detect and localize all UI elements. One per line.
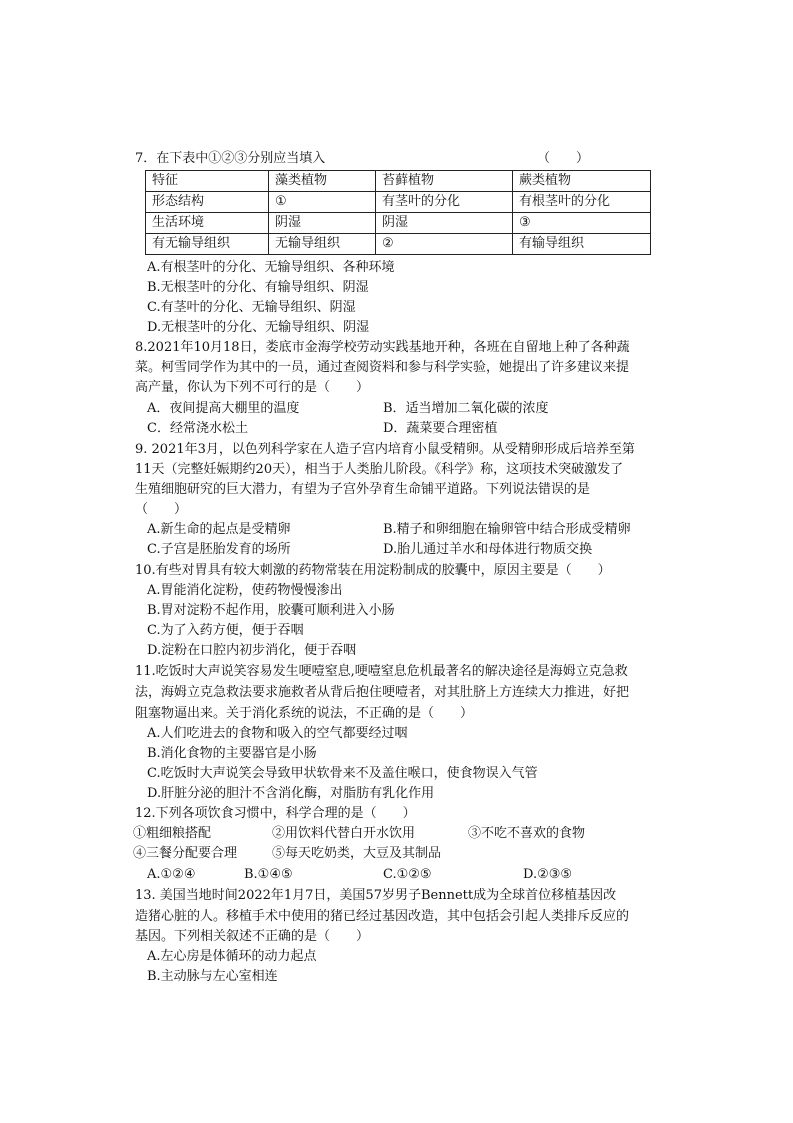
q9-option-d: D.胎儿通过羊水和母体进行物质交换 [383,542,593,557]
q12-item-1: ①粗细粮搭配 [133,826,212,841]
q13-option-b: B.主动脉与左心室相连 [147,969,278,984]
q13-stem-line: 13. 美国当地时间2022年1月7日，美国57岁男子Bennett成为全球首位移植基因改 [135,888,617,903]
q12-item-4: ④三餐分配要合理 [133,846,238,861]
table-row [146,234,651,255]
q10-option-d: D.淀粉在口腔内初步消化，便于吞咽 [147,643,357,658]
q13-option-a: A.左心房是体循环的动力起点 [147,949,317,964]
table-cell: 蕨类植物 [513,171,651,192]
q7-stem: 7．在下表中①②③分别应当填入 [135,151,326,166]
q8-stem-line: 8.2021年10月18日，娄底市金海学校劳动实践基地开种，各班在自留地上种了各种蔬 [135,340,630,355]
q9-stem-line: 9. 2021年3月，以色列科学家在人造子宫内培育小鼠受精卵。从受精卵形成后培养至第 [135,442,635,457]
table-cell: 阴湿 [269,213,376,234]
q10-option-b: B.胃对淀粉不起作用，胶囊可顺利进入小肠 [147,603,395,618]
q11-option-a: A.人们吃进去的食物和吸入的空气都要经过咽 [147,726,408,741]
table-cell: 有茎叶的分化 [376,192,513,213]
q9-stem-line: 11天（完整妊娠期约20天），相当于人类胎儿阶段。《科学》称，这项技术突破激发了 [135,462,624,477]
q12-item-2: ②用饮料代替白开水饮用 [272,826,416,841]
q12-option-c: C.①②⑤ [383,867,432,882]
q8-option-d: D．蔬菜要合理密植 [383,421,498,436]
table-cell: 有无输导组织 [146,234,269,255]
q11-option-c: C.吃饭时大声说笑会导致甲状软骨来不及盖住喉口，使食物误入气管 [147,766,538,781]
q8-option-a: A．夜间提高大棚里的温度 [147,401,300,416]
q9-answer-paren: （ ） [135,502,188,517]
table-cell: ③ [513,213,651,234]
table-cell: ① [269,192,376,213]
table-cell: 有输导组织 [513,234,651,255]
q9-option-c: C.子宫是胚胎发育的场所 [147,542,291,557]
table-row [146,192,651,213]
table-row [146,213,651,234]
q11-option-d: D.肝脏分泌的胆汁不含消化酶，对脂肪有乳化作用 [147,786,435,801]
table-cell: 有根茎叶的分化 [513,192,651,213]
q8-option-b: B．适当增加二氧化碳的浓度 [383,401,549,416]
table-cell: 形态结构 [146,192,269,213]
q13-stem-line: 造猪心脏的人。移植手术中使用的猪已经过基因改造，其中包括会引起人类排斥反应的 [135,909,630,924]
q7-option-c: C.有茎叶的分化、无输导组织、阴湿 [147,300,356,315]
q11-option-b: B.消化食物的主要器官是小肠 [147,746,317,761]
q12-item-5: ⑤每天吃奶类，大豆及其制品 [272,846,442,861]
q10-stem-line: 10.有些对胃具有较大刺激的药物常装在用淀粉制成的胶囊中，原因主要是（ ） [135,563,611,578]
q9-option-b: B.精子和卵细胞在输卵管中结合形成受精卵 [383,522,631,537]
q8-option-c: C．经常浇水松土 [147,421,248,436]
table-row [146,171,651,192]
q11-stem-line: 阻塞物逼出来。关于消化系统的说法，不正确的是（ ） [135,706,474,721]
q10-option-c: C.为了入药方便，便于吞咽 [147,623,304,638]
q7-option-b: B.无根茎叶的分化、有输导组织、阴湿 [147,280,369,295]
q7-table [145,170,651,255]
q7-option-a: A.有根茎叶的分化、无输导组织、各种环境 [147,260,395,275]
q12-item-3: ③不吃不喜欢的食物 [468,826,586,841]
q11-stem-line: 11.吃饭时大声说笑容易发生哽噎窒息,哽噎窒息危机最著名的解决途径是海姆立克急救 [135,664,628,679]
table-cell: 阴湿 [376,213,513,234]
q12-option-a: A.①②④ [147,867,196,882]
q13-stem-line: 基因。下列相关叙述不正确的是（ ） [135,929,370,944]
q12-option-d: D.②③⑤ [523,867,573,882]
table-cell: 无输导组织 [269,234,376,255]
table-cell: 特征 [146,171,269,192]
table-cell: 苔藓植物 [376,171,513,192]
table-cell: 藻类植物 [269,171,376,192]
q7-answer-paren: （ ） [537,151,590,166]
table-cell: 生活环境 [146,213,269,234]
q12-stem-line: 12.下列各项饮食习惯中，科学合理的是（ ） [135,806,416,821]
q9-stem-line: 生殖细胞研究的巨大潜力，有望为子宫外孕育生命铺平道路。下列说法错误的是 [135,482,591,497]
q12-option-b: B.①④⑤ [244,867,293,882]
table-cell: ② [376,234,513,255]
q8-stem-line: 高产量，你认为下列不可行的是（ ） [135,380,370,395]
q9-option-a: A.新生命的起点是受精卵 [147,522,291,537]
q11-stem-line: 法，海姆立克急救法要求施救者从背后抱住哽噎者，对其肚脐上方连续大力推进，好把 [135,685,630,700]
q10-option-a: A.胃能消化淀粉，使药物慢慢渗出 [147,583,343,598]
q8-stem-line: 菜。柯雪同学作为其中的一员，通过查阅资料和参与科学实验，她提出了许多建议来提 [135,360,630,375]
q7-option-d: D.无根茎叶的分化、无输导组织、阴湿 [147,320,370,335]
